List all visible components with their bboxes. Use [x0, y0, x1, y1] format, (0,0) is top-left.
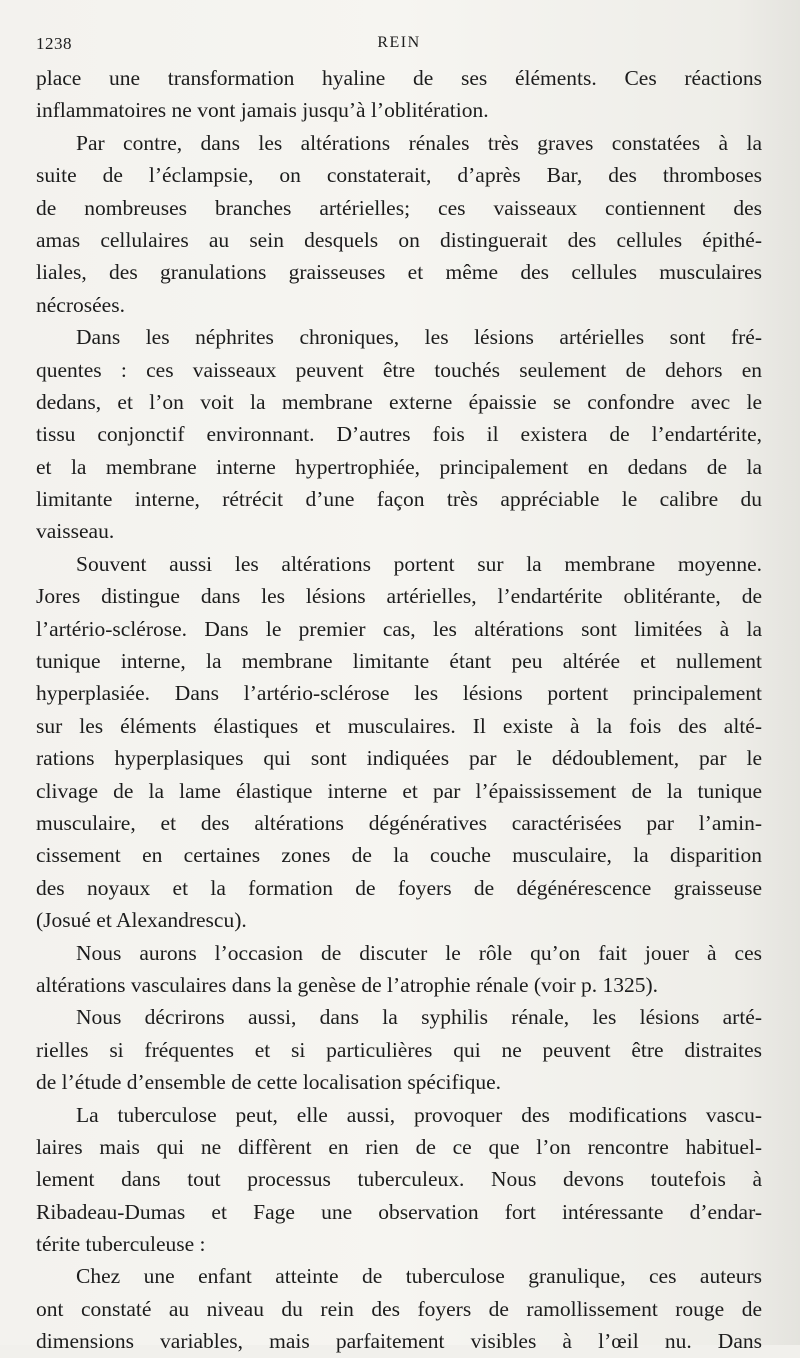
text-line: vaisseau.	[36, 519, 115, 544]
text-line: altérations vasculaires dans la genèse de l’atrophie rénale (voir p. 1325).	[36, 972, 659, 997]
text-line: inflammatoires ne vont jamais jusqu’à l’oblitération.	[36, 98, 489, 123]
text-line: limitante interne, rétrécit d’une façon très appréciable le calibre du	[36, 487, 762, 512]
text-line: musculaire, et des altérations dégénératives caractérisées par l’amin-	[36, 810, 762, 835]
text-line: Nous aurons l’occasion de discuter le rôle qu’on fait jouer à ces	[76, 940, 762, 965]
running-head	[36, 26, 762, 62]
text-line: sur les éléments élastiques et musculaires. Il existe à la fois des alté-	[36, 713, 762, 738]
text-line: dimensions variables, mais parfaitement visibles à l’œil nu. Dans	[36, 1329, 762, 1354]
text-line: rielles si fréquentes et si particulières qui ne peuvent être distraites	[36, 1037, 762, 1062]
text-line: cissement en certaines zones de la couche musculaire, la disparition	[36, 843, 762, 868]
text-line: Nous décrirons aussi, dans la syphilis rénale, les lésions arté-	[76, 1005, 762, 1030]
text-line: ont constaté au niveau du rein des foyers de ramollissement rouge de	[36, 1296, 762, 1321]
text-line: quentes : ces vaisseaux peuvent être touchés seulement de dehors en	[36, 357, 762, 382]
text-line: Jores distingue dans les lésions artérielles, l’endartérite oblitérante, de	[36, 584, 762, 609]
text-line: amas cellulaires au sein desquels on distinguerait des cellules épithé-	[36, 227, 762, 252]
text-line: tunique interne, la membrane limitante étant peu altérée et nullement	[36, 649, 762, 674]
text-line: rations hyperplasiques qui sont indiquées par le dédoublement, par le	[36, 746, 762, 771]
text-line: clivage de la lame élastique interne et par l’épaississement de la tunique	[36, 778, 762, 803]
text-line: de nombreuses branches artérielles; ces vaisseaux contiennent des	[36, 195, 762, 220]
text-line: tissu conjonctif environnant. D’autres fois il existera de l’endartérite,	[36, 422, 762, 447]
text-line: nécrosées.	[36, 292, 125, 317]
text-line: liales, des granulations graisseuses et même des cellules musculaires	[36, 260, 762, 285]
text-line: Ribadeau-Dumas et Fage une observation fort intéressante d’endar-	[36, 1199, 762, 1224]
text-line: La tuberculose peut, elle aussi, provoquer des modifications vascu-	[76, 1102, 762, 1127]
text-line: lement dans tout processus tuberculeux. Nous devons toutefois à	[36, 1167, 762, 1192]
text-line: hyperplasiée. Dans l’artério-sclérose les lésions portent principalement	[36, 681, 762, 706]
body-text	[36, 62, 762, 1358]
text-line: (Josué et Alexandrescu).	[36, 908, 247, 933]
text-line: Par contre, dans les altérations rénales très graves constatées à la	[76, 130, 762, 155]
text-line: Dans les néphrites chroniques, les lésions artérielles sont fré-	[76, 325, 762, 350]
text-line: place une transformation hyaline de ses éléments. Ces réactions	[36, 66, 762, 90]
text-line: laires mais qui ne diffèrent en rien de ce que l’on rencontre habituel-	[36, 1134, 762, 1159]
page-number: 1238	[36, 34, 72, 53]
text-line: suite de l’éclampsie, on constaterait, d’après Bar, des thromboses	[36, 163, 762, 188]
text-line: térite tuberculeuse :	[36, 1232, 206, 1257]
running-title: REIN	[377, 34, 421, 51]
text-line: et la membrane interne hypertrophiée, principalement en dedans de la	[36, 454, 762, 479]
text-line: Souvent aussi les altérations portent sur la membrane moyenne.	[76, 551, 762, 576]
text-line: des noyaux et la formation de foyers de dégénérescence graisseuse	[36, 875, 762, 900]
text-line: Chez une enfant atteinte de tuberculose granulique, ces auteurs	[76, 1264, 762, 1289]
text-line: de l’étude d’ensemble de cette localisation spécifique.	[36, 1070, 502, 1095]
text-line: dedans, et l’on voit la membrane externe épaissie se confondre avec le	[36, 389, 762, 414]
text-line: l’artério-sclérose. Dans le premier cas, les altérations sont limitées à la	[36, 616, 762, 641]
